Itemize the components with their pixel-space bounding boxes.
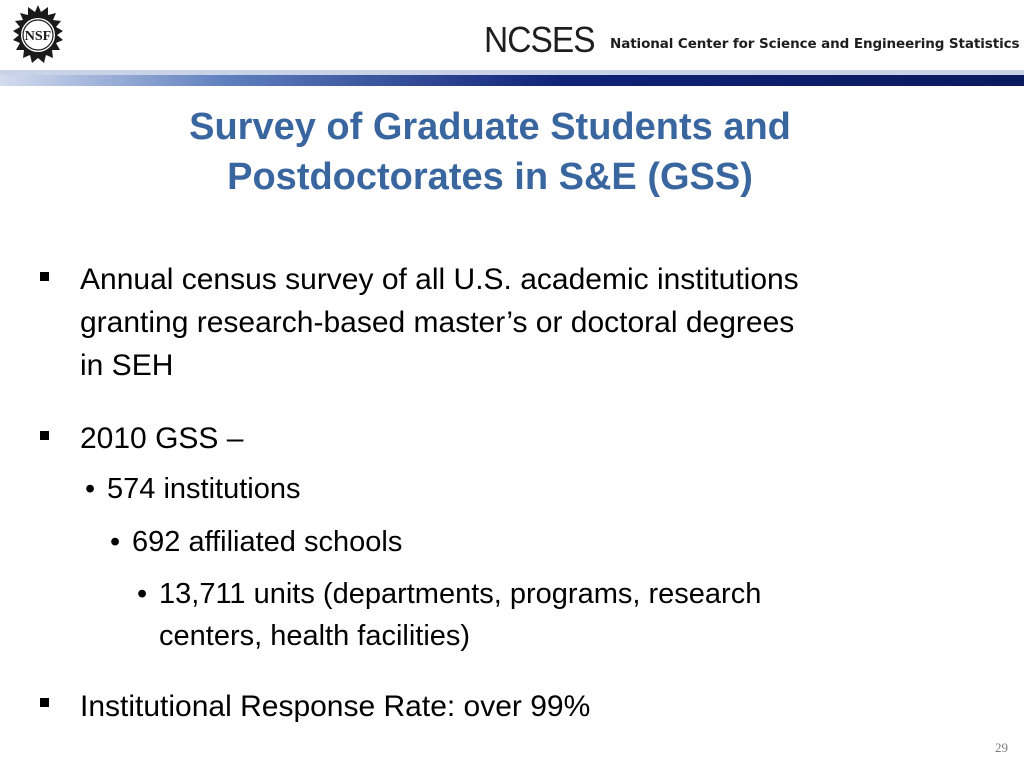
square-bullet-icon xyxy=(40,698,49,707)
title-line-1: Survey of Graduate Students and xyxy=(189,106,791,148)
slide-title xyxy=(40,102,940,202)
dot-bullet-icon: • xyxy=(85,473,96,505)
sub-bullet-institutions-text: 574 institutions xyxy=(107,473,301,505)
sub-bullet-units-line-2: centers, health facilities) xyxy=(159,620,471,652)
nsf-logo-text: NSF xyxy=(24,29,52,44)
bullet-census-line-3: in SEH xyxy=(80,349,174,382)
bullet-response-rate: Institutional Response Rate: over 99% xyxy=(80,690,591,723)
bullet-census xyxy=(80,258,980,387)
title-line-2: Postdoctorates in S&E (GSS) xyxy=(227,156,753,198)
sub-bullet-schools xyxy=(110,521,403,563)
bullet-census-line-2: granting research-based master’s or doctoral degrees xyxy=(80,306,795,339)
dot-bullet-icon: • xyxy=(137,578,148,610)
header-rule xyxy=(0,75,1024,86)
bullet-gss-2010: 2010 GSS – xyxy=(80,422,244,455)
sub-bullet-units-line-1: 13,711 units (departments, programs, research xyxy=(159,578,762,610)
nsf-logo xyxy=(6,4,70,68)
bullet-census-line-1: Annual census survey of all U.S. academic institutions xyxy=(80,263,799,296)
sub-bullet-institutions xyxy=(85,468,301,510)
dot-bullet-icon: • xyxy=(110,526,121,558)
sub-bullet-units xyxy=(137,573,959,657)
page-number: 29 xyxy=(995,740,1008,755)
ncses-wordmark: NCSES xyxy=(484,19,595,60)
sub-bullet-schools-text: 692 affiliated schools xyxy=(132,526,403,558)
square-bullet-icon xyxy=(40,272,49,281)
square-bullet-icon xyxy=(40,431,49,440)
nsf-seal-icon xyxy=(6,4,70,68)
org-full-name: National Center for Science and Engineering Statistics xyxy=(610,36,1020,52)
